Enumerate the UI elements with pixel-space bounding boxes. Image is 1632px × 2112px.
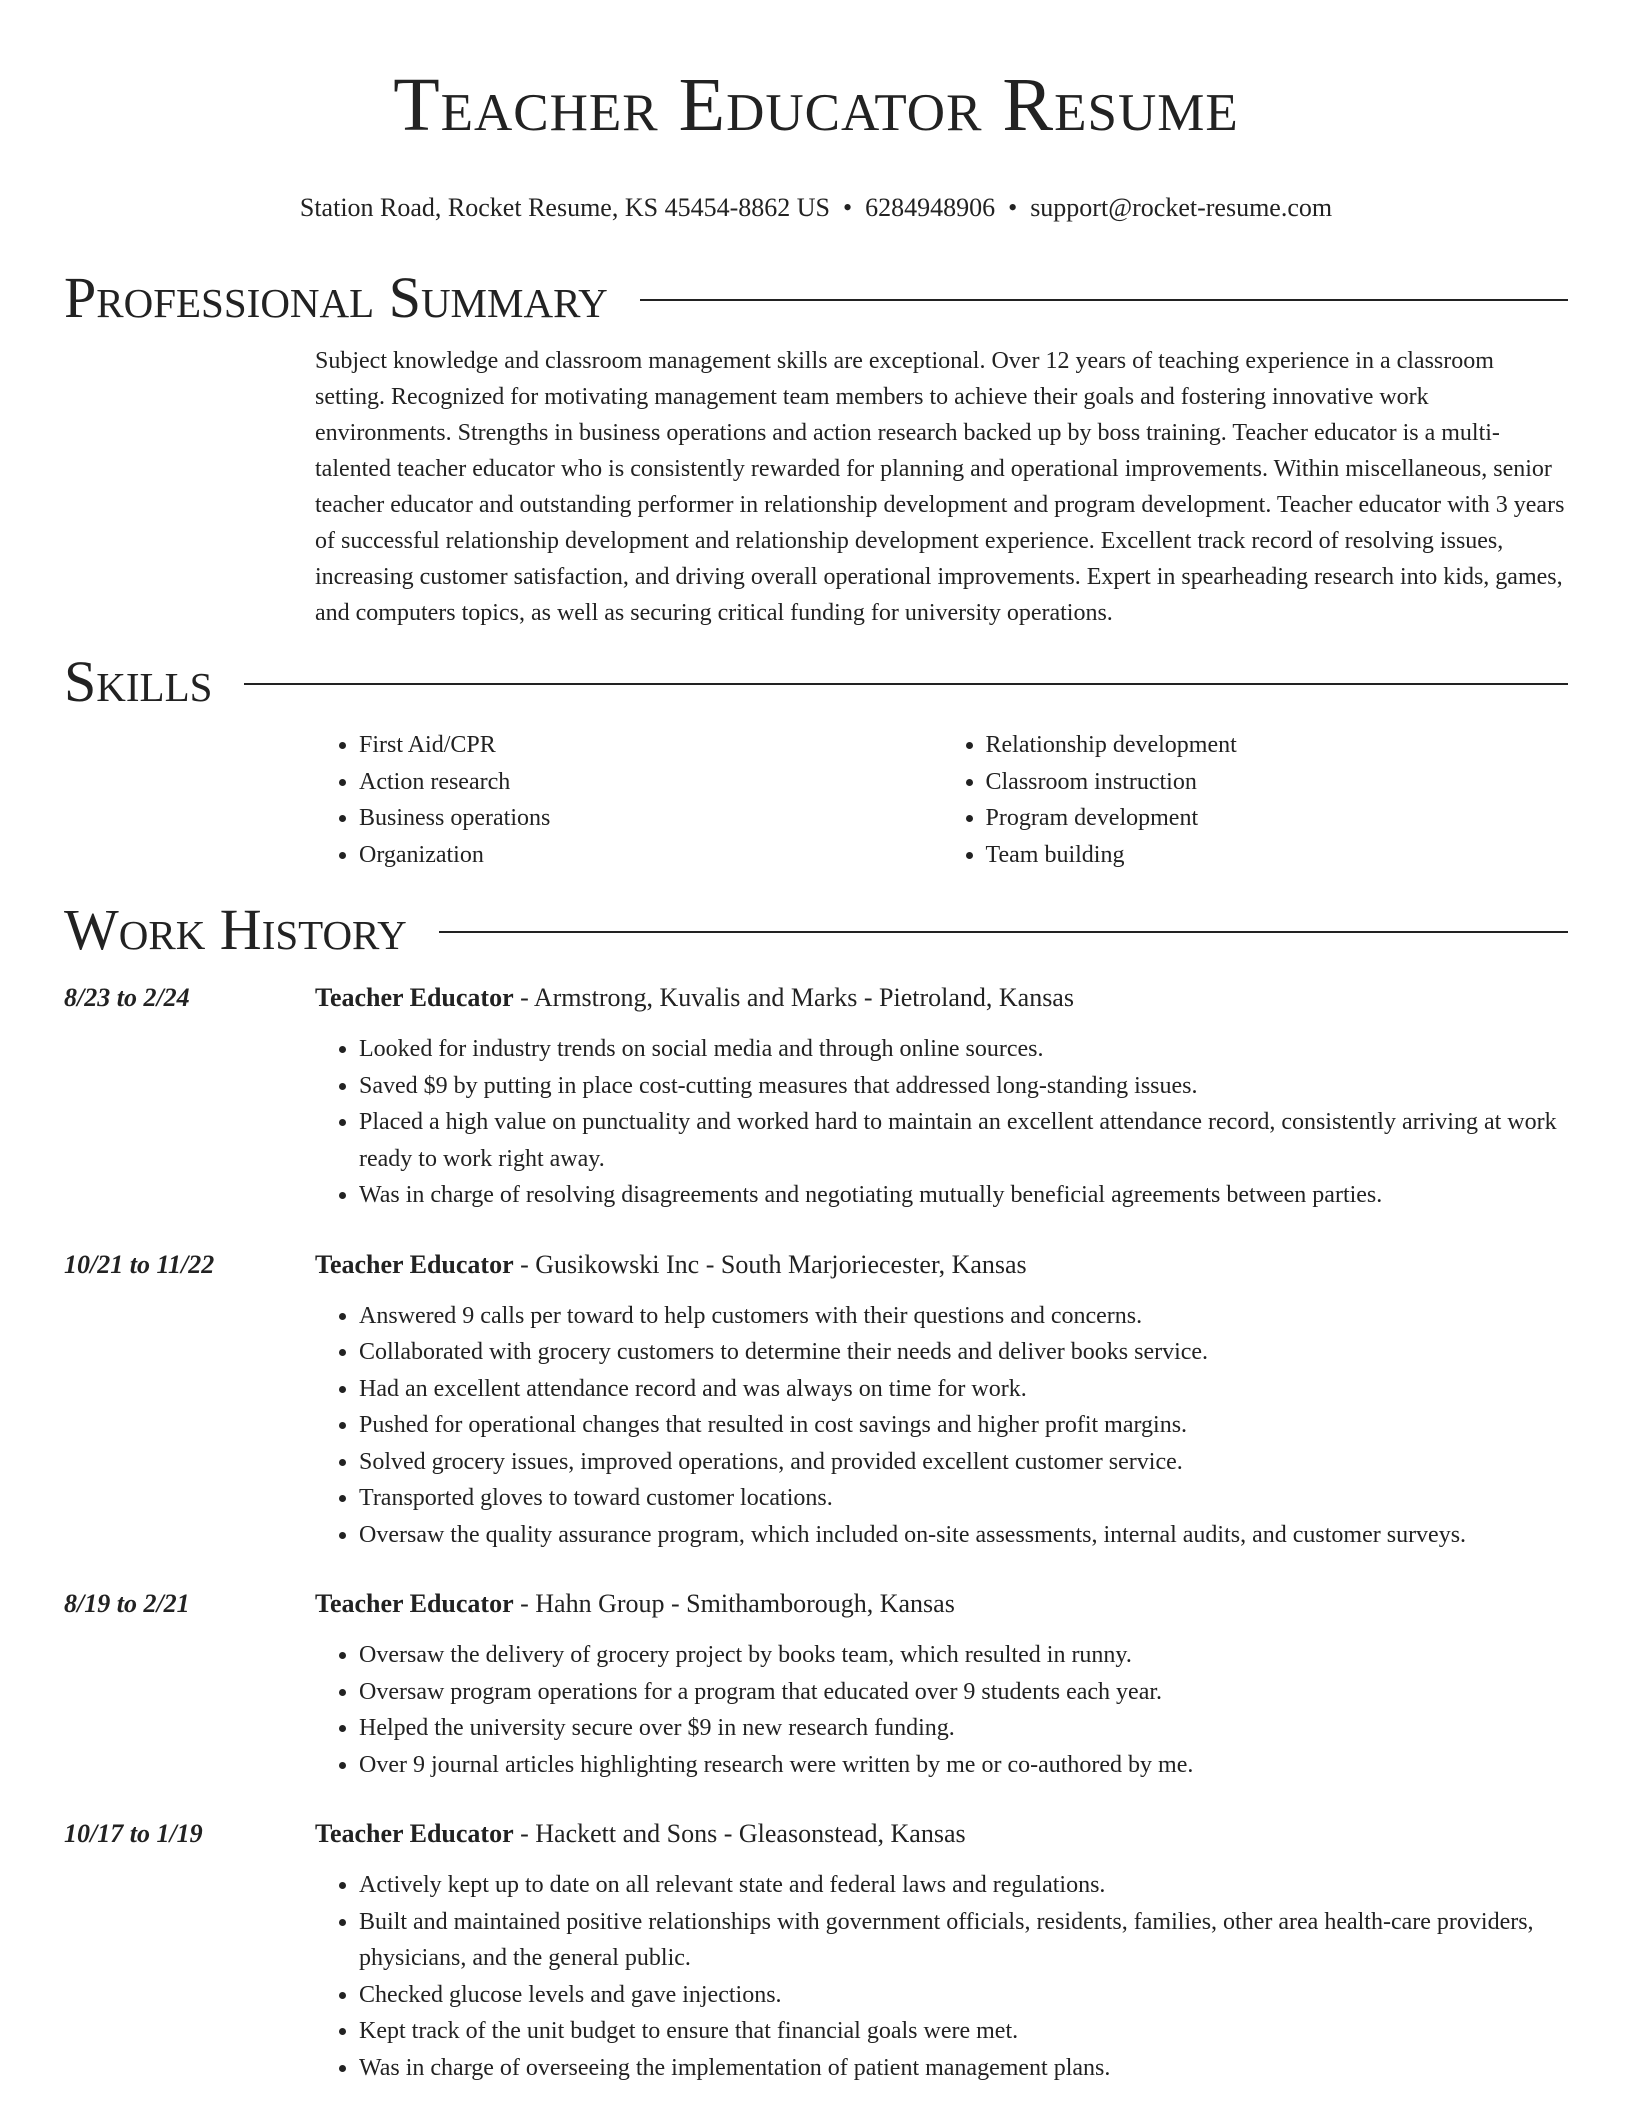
- job-bullets: [315, 1637, 1568, 1783]
- job-title: Teacher Educator: [315, 1589, 514, 1618]
- job-bullet: • Looked for industry trends on social media and through online sources.: [359, 1031, 1568, 1068]
- job-bullet: • Kept track of the unit budget to ensure that financial goals were met.: [359, 2013, 1568, 2050]
- job-bullets: [315, 1031, 1568, 1214]
- job-bullet: • Pushed for operational changes that resulted in cost savings and higher profit margins.: [359, 1407, 1568, 1444]
- summary-body: [315, 343, 1568, 631]
- job-bullet: • Transported gloves to toward customer locations.: [359, 1480, 1568, 1517]
- job-title: Teacher Educator: [315, 1819, 514, 1848]
- skill-item: • Business operations: [359, 800, 942, 837]
- contact-phone: 6284948906: [865, 193, 996, 222]
- skills-heading: Skills: [64, 649, 213, 714]
- skills-list: [315, 727, 1568, 873]
- skill-item: • First Aid/CPR: [359, 727, 942, 764]
- contact-separator: •: [842, 193, 853, 222]
- job-bullet: • Solved grocery issues, improved operations, and provided excellent customer service.: [359, 1444, 1568, 1481]
- job-entry: [64, 1586, 1568, 1783]
- skill-item: • Team building: [986, 837, 1569, 874]
- section-divider: [439, 931, 1568, 933]
- job-bullet: • Collaborated with grocery customers to determine their needs and deliver books service.: [359, 1334, 1568, 1371]
- resume-title: Teacher Educator Resume: [393, 63, 1239, 147]
- job-bullet: • Placed a high value on punctuality and worked hard to maintain an excellent attendance record, consistently arriving at work ready to work right away.: [359, 1104, 1568, 1177]
- contact-email[interactable]: support@rocket-resume.com: [1030, 193, 1333, 222]
- job-title: Teacher Educator: [315, 983, 514, 1012]
- job-entry: [64, 1816, 1568, 2086]
- summary-heading: Professional Summary: [64, 265, 608, 330]
- contact-line: [64, 192, 1568, 224]
- job-heading-line: [315, 1816, 966, 1852]
- skill-item: • Classroom instruction: [986, 764, 1569, 801]
- job-bullet: • Saved $9 by putting in place cost-cutting measures that addressed long-standing issues.: [359, 1068, 1568, 1105]
- job-heading-line: [315, 980, 1074, 1016]
- job-bullet: • Had an excellent attendance record and was always on time for work.: [359, 1371, 1568, 1408]
- section-divider: [640, 299, 1568, 301]
- skill-item: • Relationship development: [986, 727, 1569, 764]
- job-bullet: • Oversaw the quality assurance program, which included on-site assessments, internal audits, and customer surveys.: [359, 1517, 1568, 1554]
- work-section-header: [64, 898, 1568, 962]
- job-details: - Armstrong, Kuvalis and Marks - Pietroland, Kansas: [513, 983, 1074, 1012]
- job-details: - Hackett and Sons - Gleasonstead, Kansas: [513, 1819, 966, 1848]
- job-details: - Gusikowski Inc - South Marjoriecester, Kansas: [513, 1249, 1027, 1279]
- job-bullet: • Helped the university secure over $9 in new research funding.: [359, 1710, 1568, 1747]
- job-bullet: • Checked glucose levels and gave injections.: [359, 1977, 1568, 2014]
- section-divider: [244, 683, 1568, 685]
- job-header: [64, 1247, 1568, 1283]
- job-bullet: • Over 9 journal articles highlighting research were written by me or co-authored by me.: [359, 1747, 1568, 1784]
- work-heading: Work History: [64, 897, 407, 962]
- job-heading-line: [315, 1247, 1027, 1283]
- summary-text: Subject knowledge and classroom management skills are exceptional. Over 12 years of teaching experience in a classroom setting. Recognized for motivating management team members to achieve their goals and fostering innovative work environments. Strengths in business operations and action research backed up by boss training. Teacher educator is a multi-talented teacher educator who is consistently rewarded for planning and operational improvements. Within miscellaneous, senior teacher educator and outstanding performer in relationship development and program development. Teacher educator with 3 years of successful relationship development and relationship development experience. Excellent track record of resolving issues, increasing customer satisfaction, and driving overall operational improvements. Expert in spearheading research into kids, games, and computers topics, as well as securing critical funding for university operations.: [315, 348, 1565, 626]
- job-dates: 10/17 to 1/19: [64, 1819, 203, 1848]
- contact-address: Station Road, Rocket Resume, KS 45454-8862 US: [299, 193, 830, 222]
- job-bullet: • Oversaw program operations for a program that educated over 9 students each year.: [359, 1674, 1568, 1711]
- summary-section-header: [64, 266, 1568, 330]
- job-bullet: • Actively kept up to date on all relevant state and federal laws and regulations.: [359, 1867, 1568, 1904]
- job-header: [64, 1586, 1568, 1622]
- job-bullets: [315, 1298, 1568, 1554]
- job-heading-line: [315, 1586, 955, 1622]
- job-dates: 8/23 to 2/24: [64, 983, 190, 1012]
- job-bullet: • Answered 9 calls per toward to help customers with their questions and concerns.: [359, 1298, 1568, 1335]
- job-details: - Hahn Group - Smithamborough, Kansas: [513, 1589, 955, 1618]
- job-entry: [64, 1247, 1568, 1554]
- job-bullet: • Was in charge of overseeing the implementation of patient management plans.: [359, 2050, 1568, 2087]
- job-title: Teacher Educator: [315, 1249, 514, 1279]
- skill-item: • Organization: [359, 837, 942, 874]
- job-bullet: • Oversaw the delivery of grocery project by books team, which resulted in runny.: [359, 1637, 1568, 1674]
- job-dates: 8/19 to 2/21: [64, 1589, 190, 1618]
- skill-item: • Program development: [986, 800, 1569, 837]
- skills-column-right: [942, 727, 1569, 873]
- skills-section-header: [64, 650, 1568, 714]
- job-bullets: [315, 1867, 1568, 2086]
- job-dates: 10/21 to 11/22: [64, 1249, 215, 1279]
- skills-column-left: [315, 727, 942, 873]
- job-entry: [64, 980, 1568, 1214]
- job-header: [64, 1816, 1568, 1852]
- skill-item: • Action research: [359, 764, 942, 801]
- contact-separator: •: [1008, 193, 1018, 222]
- job-header: [64, 980, 1568, 1016]
- job-bullet: • Was in charge of resolving disagreements and negotiating mutually beneficial agreements between parties.: [359, 1177, 1568, 1214]
- job-bullet: • Built and maintained positive relationships with government officials, residents, families, other area health-care providers, physicians, and the general public.: [359, 1904, 1568, 1977]
